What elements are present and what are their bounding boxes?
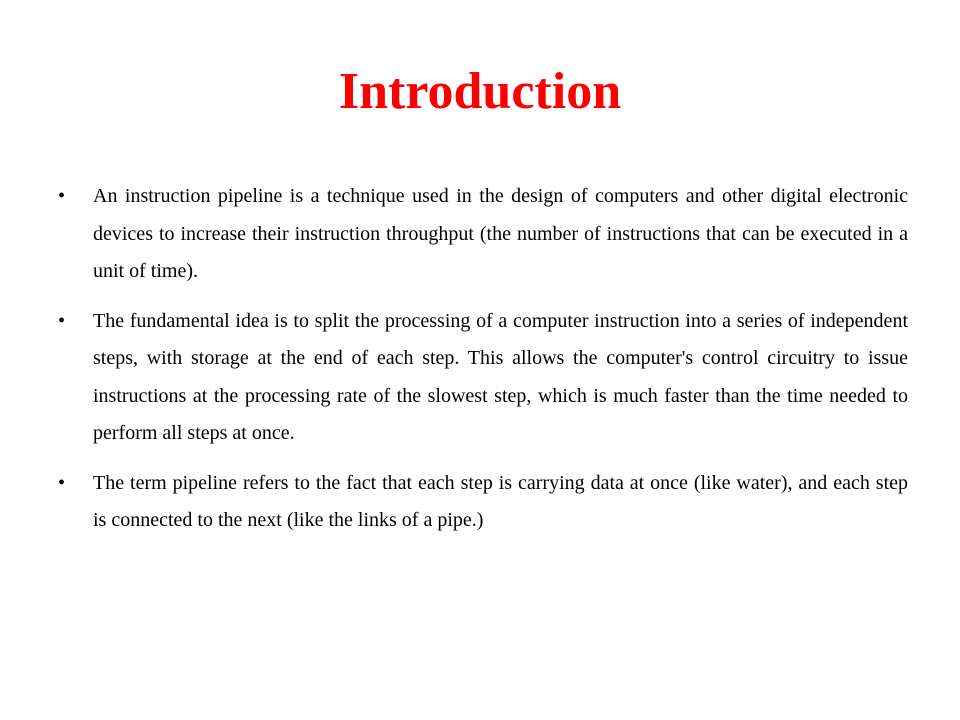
bullet-icon: •	[58, 471, 66, 494]
bullet-item	[58, 303, 908, 453]
bullet-icon: •	[58, 185, 66, 207]
bullet-text: An instruction pipeline is a technique used in the design of computers and other digital electronic devices to increase their instruction throughput (the number of instructions that can be executed in a unit of time).	[93, 185, 908, 282]
slide-title: Introduction	[338, 63, 622, 120]
bullet-text: The term pipeline refers to the fact that each step is carrying data at once (like water), and each step is connected to the next (like the links of a pipe.)	[93, 471, 908, 531]
bullet-list	[58, 178, 908, 552]
bullet-item	[58, 178, 908, 291]
bullet-icon: •	[58, 309, 66, 332]
bullet-item	[58, 465, 908, 540]
bullet-text: The fundamental idea is to split the processing of a computer instruction into a series of independent steps, with storage at the end of each step. This allows the computer's control circuitry to issue instructions at the processing rate of the slowest step, which is much faster than the time needed to perform all steps at once.	[93, 309, 908, 444]
